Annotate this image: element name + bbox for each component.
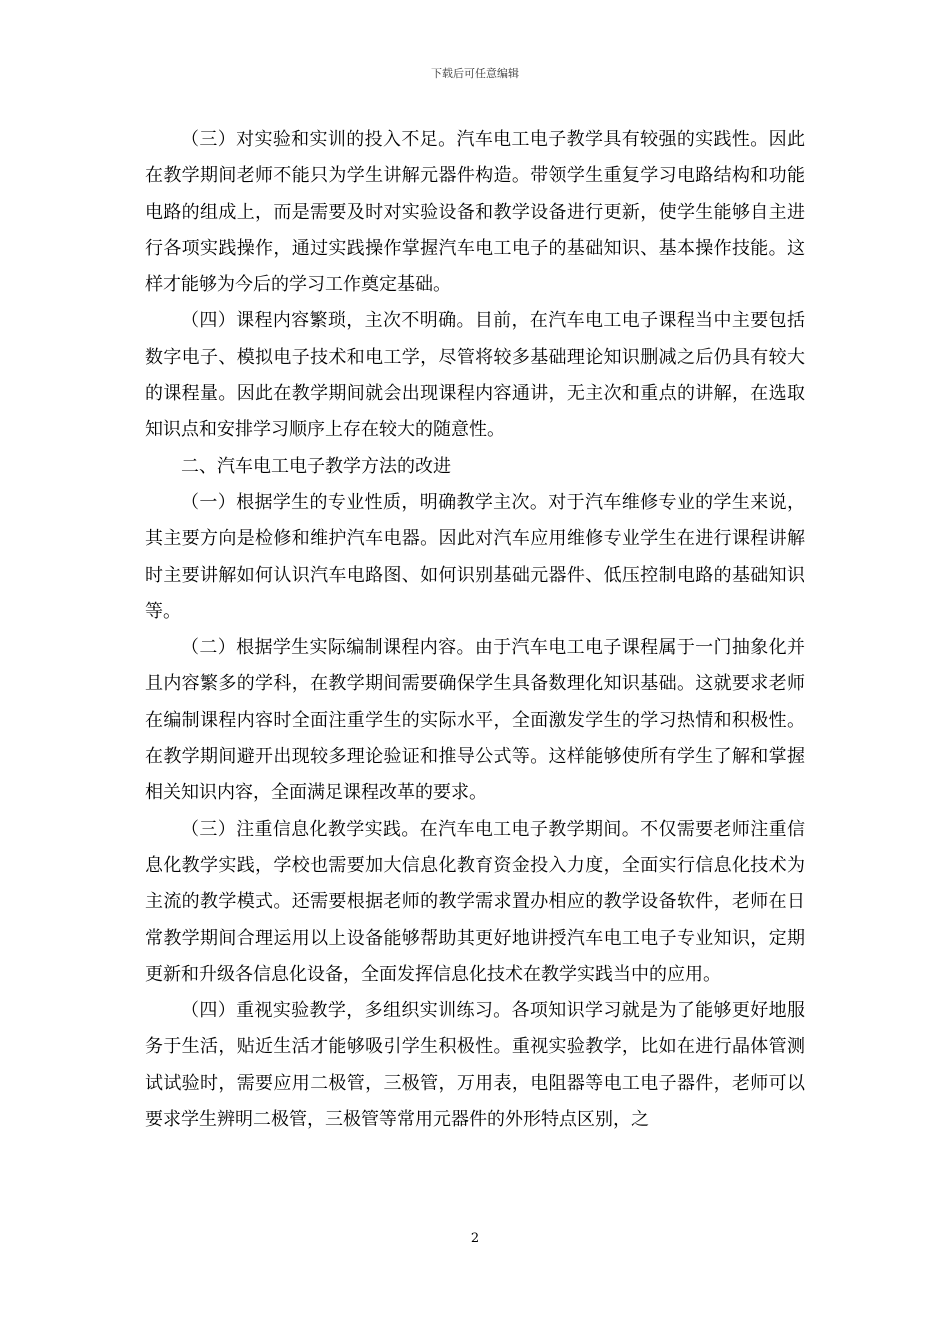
paragraph-experiment-teaching: （四）重视实验教学，多组织实训练习。各项知识学习就是为了能够更好地服务于生活，贴近生活才能够吸引学生积极性。重视实验教学，比如在进行晶体管测试试验时，需要应用二极管，三极管，万用表，电阻器等电工电子器件，老师可以要求学生辨明二极管，三极管等常用元器件的外形特点区别，之 xyxy=(145,1000,805,1131)
paragraph-course-compilation: （二）根据学生实际编制课程内容。由于汽车电工电子课程属于一门抽象化并且内容繁多的学科，在教学期间需要确保学生具备数理化知识基础。这就要求老师在编制课程内容时全面注重学生的实际水平，全面激发学生的学习热情和积极性。在教学期间避开出现较多理论验证和推导公式等。这样能够使所有学生了解和掌握相关知识内容，全面满足课程改革的要求。 xyxy=(145,637,805,804)
paragraph-major-priority: （一）根据学生的专业性质，明确教学主次。对于汽车维修专业的学生来说，其主要方向是检修和维护汽车电器。因此对汽车应用维修专业学生在进行课程讲解时主要讲解如何认识汽车电路图、如何识别基础元器件、低压控制电路的基础知识等。 xyxy=(145,491,805,622)
page-number: 2 xyxy=(470,1231,480,1246)
document-body xyxy=(145,122,805,1138)
paragraph-informatization: （三）注重信息化教学实践。在汽车电工电子教学期间。不仅需要老师注重信息化教学实践，学校也需要加大信息化教育资金投入力度，全面实行信息化技术为主流的教学模式。还需要根据老师的教学需求置办相应的教学设备软件，老师在日常教学期间合理运用以上设备能够帮助其更好地讲授汽车电工电子专业知识，定期更新和升级各信息化设备，全面发挥信息化技术在教学实践当中的应用。 xyxy=(145,818,805,985)
page-header: 下载后可任意编辑 xyxy=(431,67,519,80)
paragraph-experiment-investment: （三）对实验和实训的投入不足。汽车电工电子教学具有较强的实践性。因此在教学期间老师不能只为学生讲解元器件构造。带领学生重复学习电路结构和功能电路的组成上，而是需要及时对实验设备和教学设备进行更新，使学生能够自主进行各项实践操作，通过实践操作掌握汽车电工电子的基础知识、基本操作技能。这样才能够为今后的学习工作奠定基础。 xyxy=(145,129,805,296)
section-heading-improvement: 二、汽车电工电子教学方法的改进 xyxy=(181,455,451,477)
paragraph-course-content: （四）课程内容繁琐，主次不明确。目前，在汽车电工电子课程当中主要包括数字电子、模拟电子技术和电工学，尽管将较多基础理论知识删减之后仍具有较大的课程量。因此在教学期间就会出现课程内容通讲，无主次和重点的讲解，在选取知识点和安排学习顺序上存在较大的随意性。 xyxy=(145,310,805,441)
